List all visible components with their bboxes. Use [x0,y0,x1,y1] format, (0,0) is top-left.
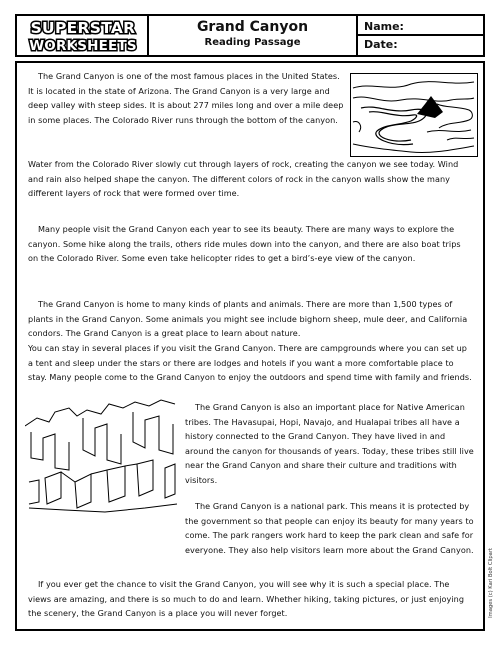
canyon-cliffs-illustration [25,398,180,521]
svg-text:WORKSHEETS: WORKSHEETS [29,38,137,53]
worksheet-header [15,14,485,57]
paragraph-5: You can stay in several places if you visit the Grand Canyon. There are campgrounds where you can set up a tent and sleep under the stars or there are lodges and hotels if you want a more comfortable place to stay. Many people come to the Grand Canyon to enjoy the outdoors and spend time with family and friends. [28,343,472,383]
name-date-divider [358,34,483,36]
paragraph-7: The Grand Canyon is a national park. This means it is protected by the government so that people can enjoy its beauty for many years to come. The park rangers work hard to keep the park clean and safe for everyone. They also help visitors learn more about the Grand Canyon. [185,501,474,555]
reading-passage [15,61,485,631]
svg-text:SUPERSTAR: SUPERSTAR [30,19,136,37]
paragraph-8: If you ever get the chance to visit the Grand Canyon, you will see why it is such a special place. The views are amazing, and there is so much to do and learn. Whether hiking, taking pictures, or just enjoying the scenery, the Grand Canyon is a place you will never forget. [28,579,465,619]
page-title: Grand Canyon [196,19,309,35]
title-box [149,16,356,55]
date-field-label[interactable]: Date: [364,38,398,51]
page-subtitle: Reading Passage [204,37,301,48]
name-field-label[interactable]: Name: [364,20,404,33]
canyon-river-illustration [350,73,478,157]
image-credit: Images (c) Kari Bolt Clipart [488,548,494,618]
paragraph-6: The Grand Canyon is also an important place for Native American tribes. The Havasupai, Hopi, Navajo, and Hualapai tribes all have a history connected to the Grand Canyon. They have lived in and around the canyon for thousands of years. Today, these tribes still live near the Grand Canyon and share their culture and traditions with visitors. [185,402,474,485]
paragraph-1: The Grand Canyon is one of the most famous places in the United States. It is located in the state of Arizona. The Grand Canyon is a very large and deep valley with steep sides. It is about 277 miles long and over a mile deep in some places. The Colorado River runs through the bottom of the canyon. [28,71,344,125]
superstar-worksheets-logo [19,18,147,53]
name-date-box [358,16,483,55]
paragraph-2: Water from the Colorado River slowly cut through layers of rock, creating the canyon we see today. Wind and rain also helped shape the canyon. The different colors of rock in the canyon walls show the many different layers of rock that were formed over time. [28,159,459,199]
paragraph-3: Many people visit the Grand Canyon each year to see its beauty. There are many ways to explore the canyon. Some hike along the trails, others ride mules down into the canyon, and there are also boat trips on the Colorado River. Some even take helicopter rides to get a bird’s-eye view of the canyon. [28,224,461,264]
paragraph-4: The Grand Canyon is home to many kinds of plants and animals. There are more than 1,500 types of plants in the Grand Canyon. Some animals you might see include bighorn sheep, mule deer, and California condors. The Grand Canyon is a great place to learn about nature. [28,299,468,339]
